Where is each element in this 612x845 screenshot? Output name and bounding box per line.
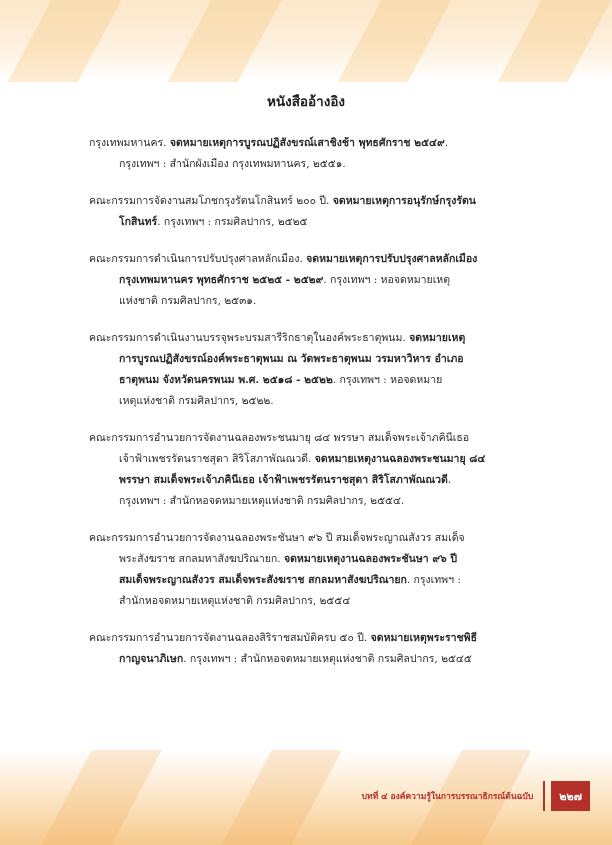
reference-text: กรุงเทพฯ : สำนักผังเมือง กรุงเทพมหานคร, ๒๕๕๑. <box>119 158 346 170</box>
reference-line <box>89 191 525 212</box>
reference-line-text <box>119 549 457 570</box>
header-decoration <box>0 0 612 82</box>
page-title: หนังสืออ้างอิง <box>266 94 346 110</box>
reference-line <box>89 428 525 449</box>
reference-line-text <box>119 212 307 233</box>
reference-line-text <box>119 591 350 612</box>
reference-text: . กรุงเทพฯ : สำนักหอจดหมายเหตุแห่งชาติ กรมศิลปากร, ๒๕๔๕ <box>183 653 472 665</box>
reference-text: พระสังฆราช สกลมหาสังฆปริณายก. <box>119 553 284 565</box>
reference-line-text <box>119 370 442 391</box>
reference-line <box>89 470 525 491</box>
reference-line-text <box>89 428 469 449</box>
reference-list <box>89 133 525 686</box>
header-stripe <box>323 0 467 82</box>
reference-line <box>89 249 525 270</box>
reference-title-text: การบูรณปฏิสังขรณ์องค์พระธาตุพนม ณ วัดพระธาตุพนม วรมหาวิหาร อำเภอ <box>119 353 464 365</box>
reference-text: คณะกรรมการดำเนินการปรับปรุงศาลหลักเมือง. <box>89 253 307 265</box>
footer-stripe <box>200 750 350 845</box>
reference-line <box>89 370 525 391</box>
reference-line <box>89 591 525 612</box>
reference-title-text: พรรษา สมเด็จพระเจ้าภคินีเธอ เจ้าฟ้าเพชรรัตนราชสุดา สิริโสภาพัณณวดี <box>119 474 448 486</box>
reference-line-text <box>119 649 472 670</box>
reference-line <box>89 212 525 233</box>
reference-title-text: กาญจนาภิเษก <box>119 653 184 665</box>
reference-line <box>89 349 525 370</box>
reference-line <box>89 528 525 549</box>
reference-title-text: สมเด็จพระญาณสังวร สมเด็จพระสังฆราช สกลมหาสังฆปริณายก <box>119 574 407 586</box>
reference-line <box>89 628 525 649</box>
reference-line-text <box>119 491 404 512</box>
reference-line <box>89 649 525 670</box>
reference-text: แห่งชาติ กรมศิลปากร, ๒๕๓๑. <box>119 295 257 307</box>
reference-line-text <box>119 570 461 591</box>
header-stripe <box>0 0 137 82</box>
reference-line <box>89 328 525 349</box>
reference-text: . กรุงเทพฯ : <box>406 574 461 586</box>
reference-line-text <box>119 154 346 175</box>
reference-line-text <box>119 391 274 412</box>
reference-line-text <box>89 191 476 212</box>
reference-text: . <box>444 137 449 149</box>
reference-line-text <box>119 470 451 491</box>
reference-line <box>89 549 525 570</box>
reference-entry <box>89 133 525 175</box>
reference-line-text <box>119 349 464 370</box>
reference-title-text: จดหมายเหตุงานฉลองพระชันษา ๙๖ ปี <box>283 553 458 565</box>
reference-entry <box>89 191 525 233</box>
reference-text: สำนักหอจดหมายเหตุแห่งชาติ กรมศิลปากร, ๒๕๕๔ <box>119 595 351 607</box>
reference-entry <box>89 628 525 670</box>
reference-text: คณะกรรมการอำนวยการจัดงานฉลองพระชันษา ๙๖ ปี สมเด็จพระญาณสังวร สมเด็จ <box>89 532 465 544</box>
header-stripe <box>153 0 297 82</box>
reference-line-text <box>119 291 256 312</box>
reference-entry <box>89 428 525 512</box>
reference-entry <box>89 328 525 412</box>
reference-line-text <box>89 133 448 154</box>
footer-divider <box>543 781 545 811</box>
reference-line-text <box>89 249 477 270</box>
reference-text: . กรุงเทพฯ : หอจดหมายเหตุ <box>323 274 451 286</box>
reference-text: . <box>447 474 452 486</box>
reference-line-text <box>89 328 465 349</box>
reference-title-text: ธาตุพนม จังหวัดนครพนม พ.ศ. ๒๕๑๘ - ๒๕๒๒ <box>119 374 333 386</box>
reference-text: เจ้าฟ้าเพชรรัตนราชสุดา สิริโสภาพัณณวดี. <box>119 453 315 465</box>
reference-line-text <box>89 628 477 649</box>
reference-text: . กรุงเทพฯ : หอจดหมาย <box>332 374 443 386</box>
reference-title-text: กรุงเทพมหานคร พุทธศักราช ๒๕๒๕ - ๒๕๒๙ <box>119 274 324 286</box>
reference-line <box>89 291 525 312</box>
reference-title-text: จดหมายเหตุการปรับปรุงศาลหลักเมือง <box>306 253 478 265</box>
page-footer <box>362 781 590 811</box>
reference-line <box>89 133 525 154</box>
reference-line <box>89 449 525 470</box>
reference-line <box>89 270 525 291</box>
chapter-label: บทที่ ๔ องค์ความรู้ในการบรรณาธิกรณ์ต้นฉบับ <box>361 792 534 802</box>
reference-text: คณะกรรมการอำนวยการจัดงานฉลองสิริราชสมบัติครบ ๕๐ ปี. <box>89 632 371 644</box>
reference-line <box>89 391 525 412</box>
reference-title-text: จดหมายเหตุ <box>409 332 466 344</box>
reference-line <box>89 570 525 591</box>
reference-text: เหตุแห่งชาติ กรมศิลปากร, ๒๕๒๒. <box>119 395 274 407</box>
reference-line-text <box>119 449 485 470</box>
reference-line <box>89 154 525 175</box>
page-number: ๒๒๗ <box>551 781 590 811</box>
reference-text: . กรุงเทพฯ : กรมศิลปากร, ๒๕๒๕ <box>157 216 308 228</box>
reference-line <box>89 491 525 512</box>
reference-text: คณะกรรมการอำนวยการจัดงานฉลองพระชนมายุ ๘๔ พรรษา สมเด็จพระเจ้าภคินีเธอ <box>89 432 470 444</box>
header-stripe <box>483 0 612 82</box>
reference-entry <box>89 528 525 612</box>
reference-line-text <box>89 528 465 549</box>
reference-title-text: จดหมายเหตุการอนุรักษ์กรุงรัตน <box>332 195 476 207</box>
reference-text: กรุงเทพฯ : สำนักหอจดหมายเหตุแห่งชาติ กรมศิลปากร, ๒๕๕๔. <box>119 495 405 507</box>
reference-text: คณะกรรมการดำเนินงานบรรจุพระบรมสารีริกธาตุในองค์พระธาตุพนม. <box>89 332 410 344</box>
reference-title-text: จดหมายเหตุการบูรณปฏิสังขรณ์เสาชิงช้า พุทธศักราช ๒๕๔๙ <box>169 137 445 149</box>
reference-text: คณะกรรมการจัดงานสมโภชกรุงรัตนโกสินทร์ ๒๐๐ ปี. <box>89 195 333 207</box>
reference-title-text: โกสินทร์ <box>119 216 158 228</box>
reference-entry <box>89 249 525 312</box>
reference-title-text: จดหมายเหตุงานฉลองพระชนมายุ ๘๔ <box>314 453 486 465</box>
reference-line-text <box>119 270 450 291</box>
reference-text: กรุงเทพมหานคร. <box>89 137 170 149</box>
reference-title-text: จดหมายเหตุพระราชพิธี <box>370 632 477 644</box>
footer-stripe <box>20 750 170 845</box>
